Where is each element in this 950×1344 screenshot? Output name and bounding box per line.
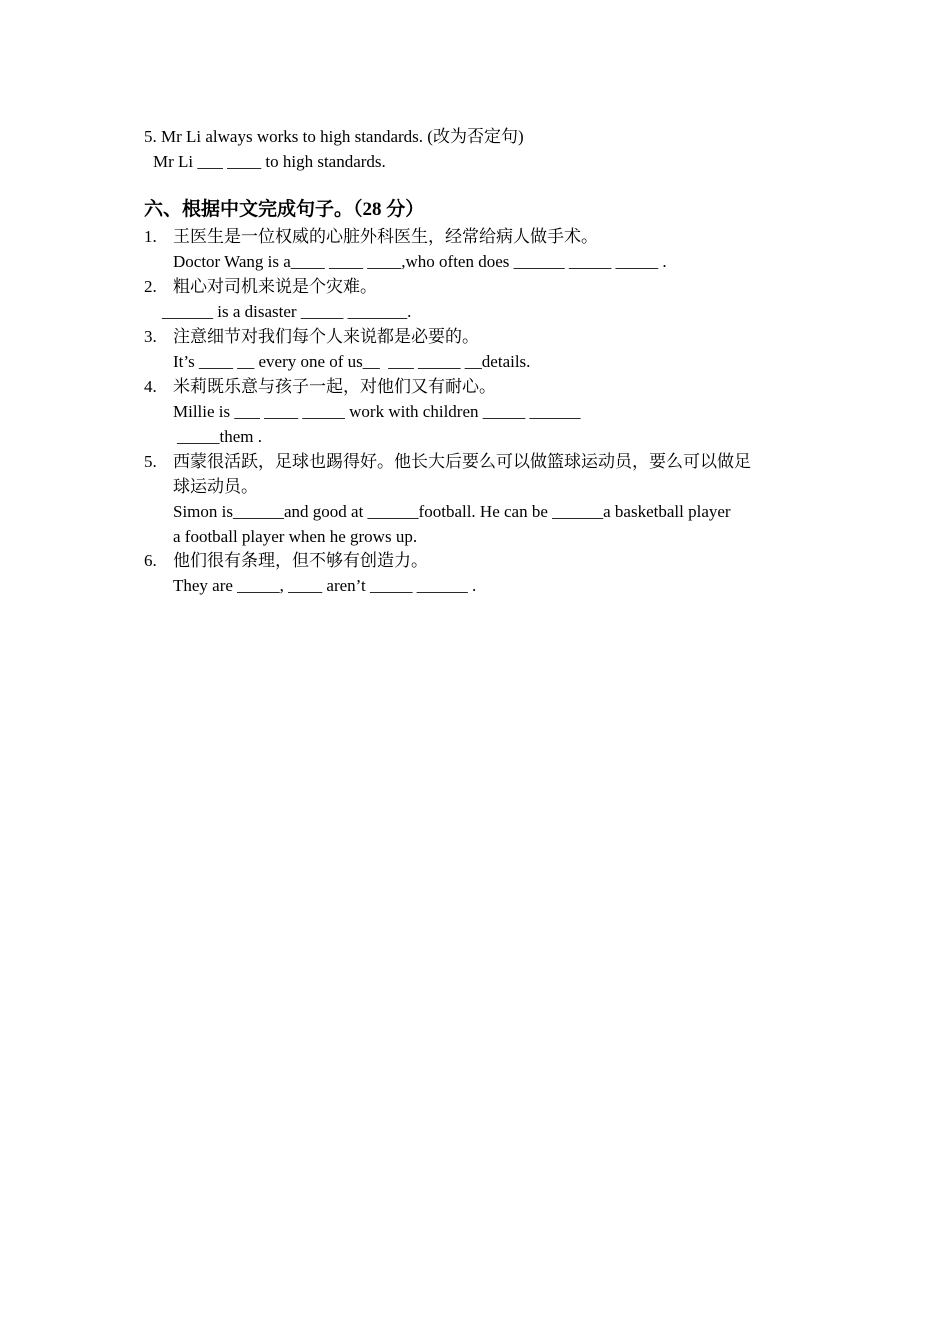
item-1-english: Doctor Wang is a____ ____ ____,who often does ______ _____ _____ . (173, 252, 667, 271)
item-6-chinese: 他们很有条理，但不够有创造力。 (173, 551, 428, 570)
item-3-english: It’s ____ __ every one of us__ ___ _____ __details. (173, 352, 531, 371)
item-3-number: 3. (144, 327, 157, 346)
item-5-english-cont: a football player when he grows up. (173, 527, 418, 546)
item-2-number: 2. (144, 277, 157, 296)
item-1-number: 1. (144, 227, 157, 246)
item-5-chinese-cont: 球运动员。 (173, 477, 258, 496)
item-4-english: Millie is ___ ____ _____ work with children _____ ______ (173, 402, 581, 421)
section-six-heading: 六、根据中文完成句子。（28 分） (144, 199, 425, 220)
question-5-prompt: 5. Mr Li always works to high standards. (改为否定句) (144, 127, 524, 146)
item-6-number: 6. (144, 551, 157, 570)
item-5-chinese: 西蒙很活跃，足球也踢得好。他长大后要么可以做篮球运动员，要么可以做足 (173, 452, 751, 471)
item-4-number: 4. (144, 377, 157, 396)
item-4-english-cont: _____them . (177, 427, 262, 446)
item-2-english: ______ is a disaster _____ _______. (162, 302, 412, 321)
item-1-chinese: 王医生是一位权威的心脏外科医生，经常给病人做手术。 (173, 227, 598, 246)
question-5-answer-line: Mr Li ___ ____ to high standards. (153, 152, 386, 171)
item-5-number: 5. (144, 452, 157, 471)
item-5-english: Simon is______and good at ______football. He can be ______a basketball player (173, 502, 731, 521)
item-4-chinese: 米莉既乐意与孩子一起，对他们又有耐心。 (173, 377, 496, 396)
item-3-chinese: 注意细节对我们每个人来说都是必要的。 (173, 327, 479, 346)
item-6-english: They are _____, ____ aren’t _____ ______ . (173, 576, 477, 595)
item-2-chinese: 粗心对司机来说是个灾难。 (173, 277, 377, 296)
